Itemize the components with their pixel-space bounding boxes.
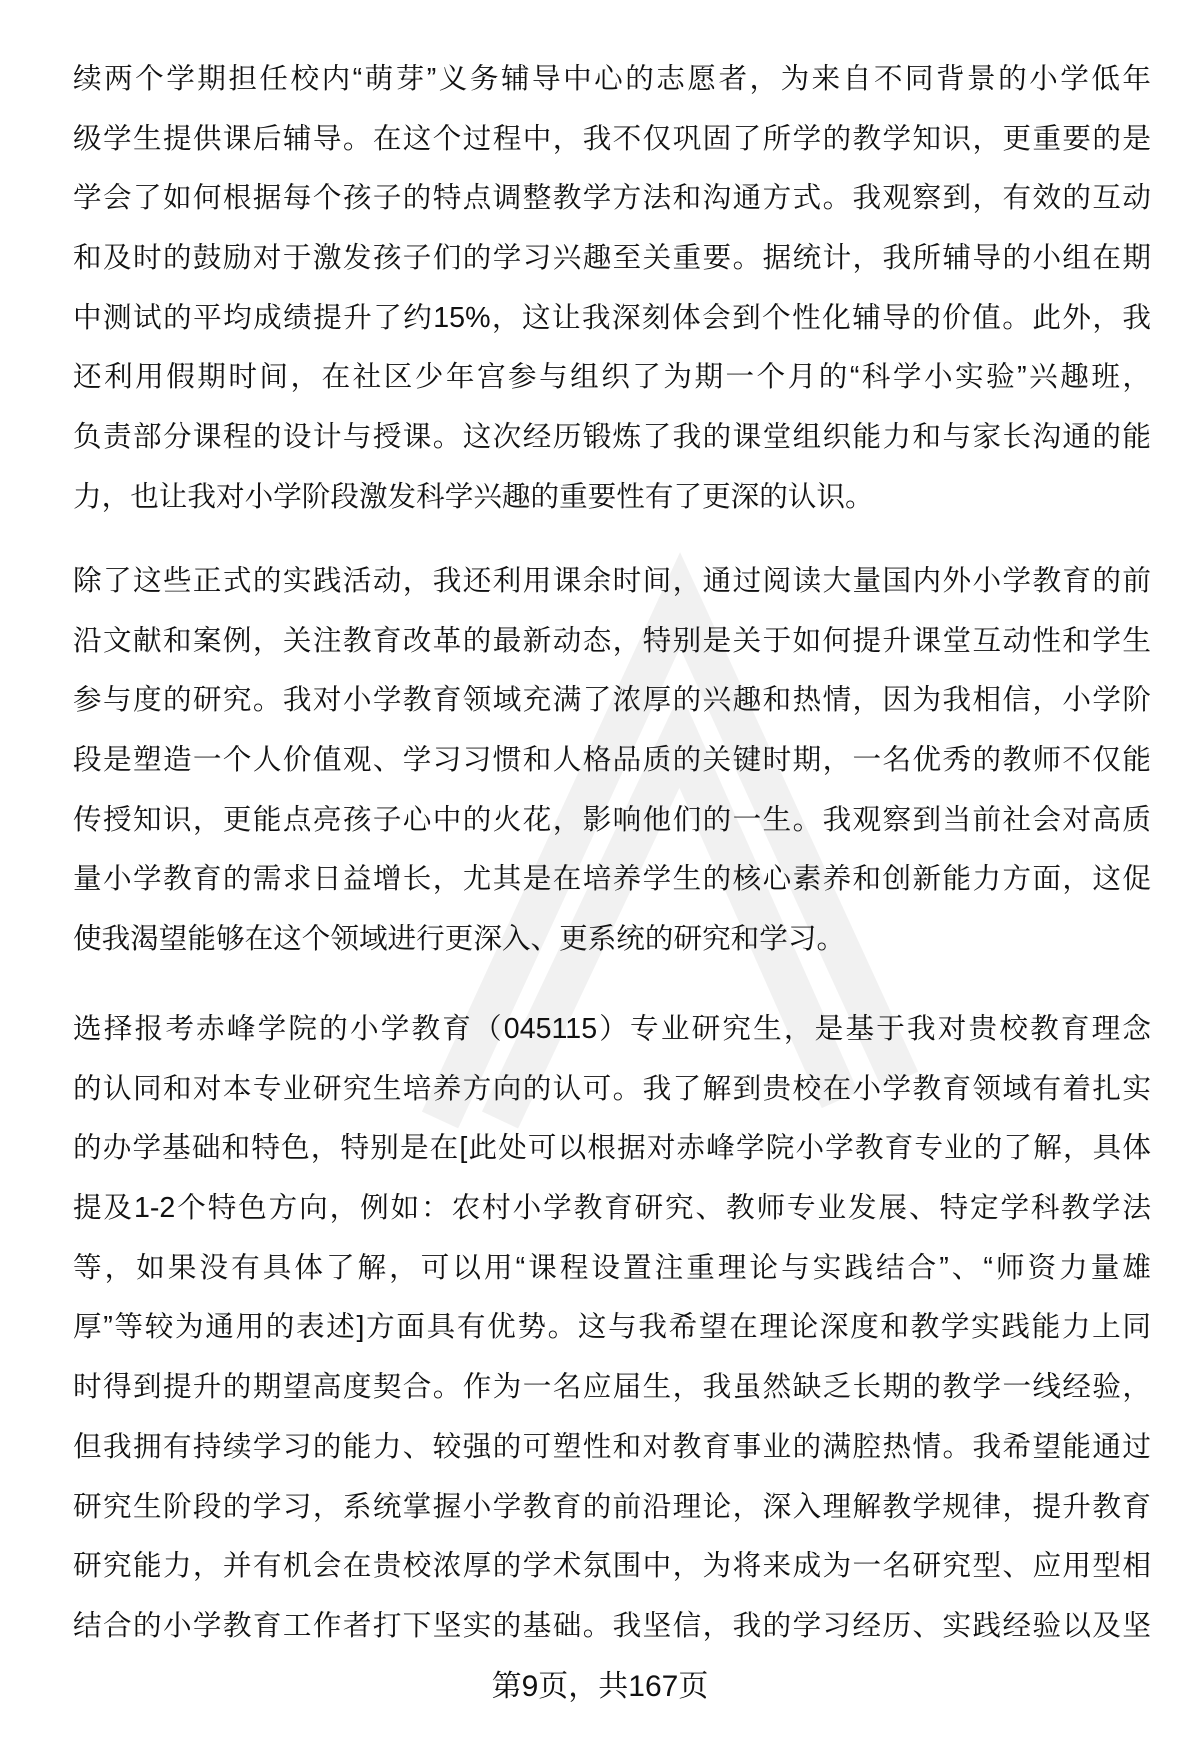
text-line: 但我拥有持续学习的能力、较强的可塑性和对教育事业的满腔热情。我希望能通过 [73, 1430, 1151, 1463]
text-line: 传授知识，更能点亮孩子心中的火花，影响他们的一生。我观察到当前社会对高质 [73, 803, 1151, 836]
text-line: 参与度的研究。我对小学教育领域充满了浓厚的兴趣和热情，因为我相信，小学阶 [73, 684, 1151, 717]
paragraph-1 [73, 50, 1151, 528]
text-line: 和及时的鼓励对于激发孩子们的学习兴趣至关重要。据统计，我所辅导的小组在期 [73, 242, 1151, 275]
text-line: 负责部分课程的设计与授课。这次经历锻炼了我的课堂组织能力和与家长沟通的能 [73, 421, 1151, 454]
text-line: 还利用假期时间，在社区少年宫参与组织了为期一个月的“科学小实验”兴趣班， [73, 361, 1151, 394]
text-line: 中测试的平均成绩提升了约15%，这让我深刻体会到个性化辅导的价值。此外，我 [73, 301, 1151, 334]
paragraph-2 [73, 552, 1151, 970]
text-line: 除了这些正式的实践活动，我还利用课余时间，通过阅读大量国内外小学教育的前 [73, 565, 1151, 597]
text-line: 的认同和对本专业研究生培养方向的认可。我了解到贵校在小学教育领域有着扎实 [73, 1072, 1151, 1105]
text-line: 学会了如何根据每个孩子的特点调整教学方法和沟通方式。我观察到，有效的互动 [73, 182, 1151, 215]
text-line: 研究生阶段的学习，系统掌握小学教育的前沿理论，深入理解教学规律，提升教育 [73, 1490, 1151, 1523]
text-line: 量小学教育的需求日益增长，尤其是在培养学生的核心素养和创新能力方面，这促 [73, 863, 1151, 896]
text-line: 沿文献和案例，关注教育改革的最新动态，特别是关于如何提升课堂互动性和学生 [73, 624, 1151, 657]
text-line: 选择报考赤峰学院的小学教育（045115）专业研究生，是基于我对贵校教育理念 [73, 1013, 1151, 1045]
text-line: 等，如果没有具体了解，可以用“课程设置注重理论与实践结合”、“师资力量雄 [73, 1251, 1151, 1284]
text-line: 使我渴望能够在这个领域进行更深入、更系统的研究和学习。 [73, 923, 846, 956]
text-line: 研究能力，并有机会在贵校浓厚的学术氛围中，为将来成为一名研究型、应用型相 [73, 1550, 1151, 1583]
page-number-footer: 第9页，共167页 [491, 1670, 709, 1703]
text-line: 结合的小学教育工作者打下坚实的基础。我坚信，我的学习经历、实践经验以及坚 [73, 1609, 1151, 1642]
text-line: 的办学基础和特色，特别是在[此处可以根据对赤峰学院小学教育专业的了解，具体 [73, 1132, 1151, 1165]
text-line: 提及1-2个特色方向，例如：农村小学教育研究、教师专业发展、特定学科教学法 [73, 1192, 1151, 1225]
text-line: 厚”等较为通用的表述]方面具有优势。这与我希望在理论深度和教学实践能力上同 [73, 1311, 1151, 1344]
text-line: 时得到提升的期望高度契合。作为一名应届生，我虽然缺乏长期的教学一线经验， [73, 1371, 1151, 1404]
text-line: 级学生提供课后辅导。在这个过程中，我不仅巩固了所学的教学知识，更重要的是 [73, 122, 1151, 155]
text-line: 力，也让我对小学阶段激发科学兴趣的重要性有了更深的认识。 [73, 480, 874, 513]
paragraph-3 [73, 1000, 1151, 1657]
text-line: 续两个学期担任校内“萌芽”义务辅导中心的志愿者，为来自不同背景的小学低年 [73, 63, 1151, 95]
text-line: 段是塑造一个人价值观、学习习惯和人格品质的关键时期，一名优秀的教师不仅能 [73, 744, 1151, 777]
